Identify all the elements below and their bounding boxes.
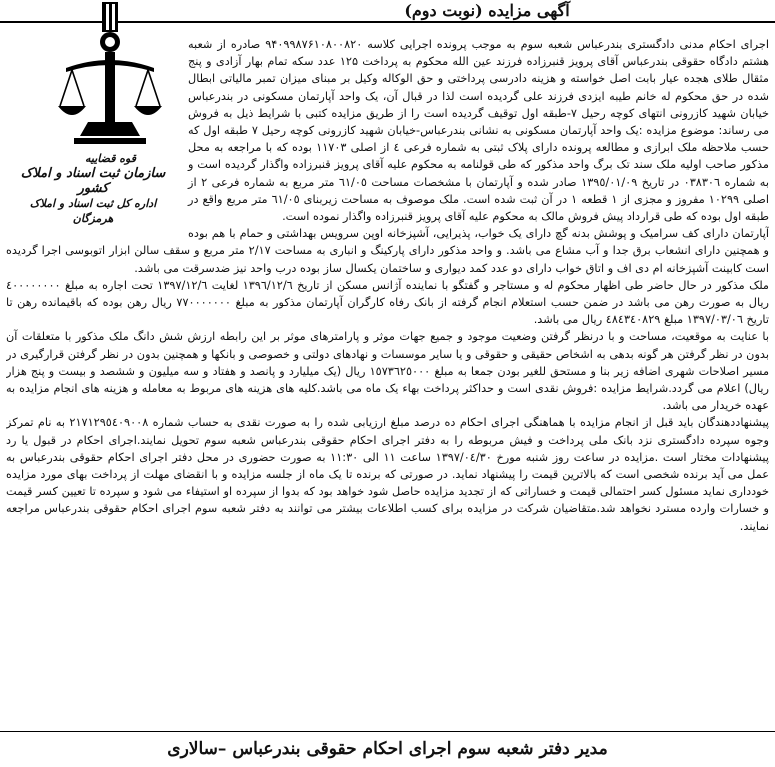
paragraph-lease-status: ملک مذکور در حال حاضر طی اظهار محکوم له و مستاجر و گفتگو با نماینده آژانس مسکن از تاریخ ۱۳۹٦/۱۲/٦ لغایت ۱۳۹۷/۱۲/٦ تحت اجاره به مبلغ ٤۰۰۰۰۰۰۰۰ ریال به صورت رهن می باشد در ضمن حسب استعلام انجام گرفته از بانک رفاه کارگران آپارتمان مذکور به مبلغ ۷۷۰۰۰۰۰۰۰ ریال رهن بوده که باقیمانده رهن تا تاریخ ۱۳۹۷/۰۳/۰٦ مبلغ ٤۸٤۳٤۰۸۲۹ ریال می باشد. — [6, 278, 769, 327]
notice-title: آگهی مزایده (نوبت دوم) — [404, 1, 570, 20]
paragraph-valuation-and-terms: با عنایت به موقعیت، مساحت و با درنظر گرفتن وضعیت موجود و جمیع جهات موثر و پارامترهای موثر بر این رابطه ارزش شش دانگ ملک مذکور با متعلقات آن بدون در نظر گرفتن هر گونه بدهی به اشخاص حقیقی و حقوقی و یا سایر موسسات و نهادهای دولتی و خصوصی و بانکها و همچنین بدون در نظر گرفتن قرارگیری در مسیر اصلاحات شهری اضافه زیر بنا و مستحق للغیر بودن جمعا به مبلغ ۱٥۷۳٦۲٥۰۰۰ ریال (یک میلیارد و پانصد و هفتاد و سه میلیون و ششصد و بیست و پنج هزار ریال) اعلام می گردد.شرایط مزایده :فروش نقدی است و حداکثر پرداخت بهاء یک ماه می باشد.کلیه های هزینه های مربوط به معامله و هزینه های انجام مزایده به عهده خریدار می باشد. — [6, 330, 769, 413]
org-registration-organization: سازمان ثبت اسناد و املاک کشور — [20, 166, 166, 196]
paragraph-bidding-procedure: پیشنهاددهندگان باید قبل از انجام مزایده با هماهنگی اجرای احکام ده درصد مبلغ ارزیابی شده را به صورت نقدی به حساب شماره ۲۱۷۱۲۹٥٤۰۹۰۰۸ به نام تمرکز وجوه سپرده دادگستری نزد بانک ملی پرداخت و فیش مربوطه را به دفتر اجرای احکام حقوقی بندرعباس شعبه سوم تحویل نمایند.اجرای احکام در قبول یا رد پیشنهادات مختار است .مزایده در ساعت روز شنبه مورخ ۱۳۹۷/۰٤/۳۰ ساعت ۱۱ الی ۱۱:۳۰ به صورت حضوری در محل دفتر اجرای احکام حقوقی بندرعباس به عمل می آید برنده شخصی است که بالاترین قیمت را پیشنهاد نماید. در صورتی که برنده تا یک ماه از جلسه مزایده و با انقضای مهلت از پرداخت بهای مورد مزایده خودداری نماید مسئول کسر احتمالی قیمت و خساراتی که از تجدید مزایده حاصل شود خواهد بود که بدوا از سپرده او استیفاء می شود و سپرده تا تعیین کسر قیمت و خسارات وارده مسترد نخواهد شد.متقاضیان شرکت در مزایده برای کسب اطلاعات بیشتر می توانند به دفتر شعبه سوم اجرای احکام حقوقی بندرعباس مراجعه نمایند. — [6, 416, 769, 533]
office-signature: مدیر دفتر شعبه سوم اجرای احکام حقوقی بندرعباس –سالاری — [167, 739, 608, 759]
paragraph-case-and-property: اجرای احکام مدنی دادگستری بندرعباس شعبه سوم به موجب پرونده اجرایی کلاسه ۹۴۰۹۹۸۷۶۱۰۸۰۰۸۲۰ صادره از شعبه هشتم دادگاه حقوقی بندرعباس آقای پرویز قنبرزاده فرزند عین الله محکوم به پرداخت ۱۲۵ عدد سکه تمام بهار آزادی و پنج مثقال طلای هجده عیار بابت اصل خواسته و هزینه دادرسی پرداختی و حق الوکاله وکیل بر مبنای میزان تمبر مالیاتی ابطال شده در حق محکوم له خانم طیبه ایزدی فرزند علی گردیده است لذا در قبال آن، یک واحد آپارتمان مسکونی در بندرعباس خیابان شهید کازرونی انتهای کوچه رحیل ۷-طبقه اول توقیف گردیده است را از طریق مزایده کتبی با شرایط ذیل به فروش می رساند: موضوع مزایده :یک واحد آپارتمان مسکونی به نشانی بندرعباس-خیابان شهید کازرونی کوچه رحیل ۷ طبقه اول که حسب ملاحظه ملک ابرازی و مطالعه پرونده دارای پلاک ثبتی به شماره فرعی ٤ از اصلی ۱۱۷۰۳ بوده که با مراجعه به محل مذکور صاحب اولیه ملک سند تک برگ واحد مذکور که طی قولنامه به محکوم علیه آقای پرویز قنبرزاده واگذار گردیده است و به شماره ۰۳۸۳۰٦ در تاریخ ۱۳۹٥/۰۱/۰۹ صادر شده و آپارتمان با مشخصات مساحت ٦۱/۰٥ متر مربع به شماره فرعی ۲ از اصلی ۱۰۲۹۹ مفروز و مجزی از ۱ قطعه ۱ در آن ثبت شده است. ملک موصوف به مساحت زیربنای ٦۱/۰٥ متر مربع واقع در طبقه اول بوده که طی قرارداد پیش فروش مالک به محکوم علیه آقای پرویز قنبرزاده واگذار نموده است. — [188, 38, 769, 224]
paragraph-apartment-description: آپارتمان دارای کف سرامیک و پوشش بدنه گچ دارای یک خواب، پذیرایی، آشپزخانه اوپن سرویس بهداشتی و حمام با هم بوده و همچنین دارای انشعاب برق جدا و آب مشاع می باشد. و واحد مذکور دارای پارکینگ و انباری به مساحت ۲/۱۷ متر مربع و سقف سالن ابزار اتوبوسی اجرا گردیده است کابینت آشپزخانه ام دی اف و اتاق خواب دارای دو عدد کمد دیواری و ساختمان یکسال ساز بوده درب واحد نیز ضدسرقت می باشد. — [6, 227, 769, 275]
org-hormozgan-office: اداره کل ثبت اسناد و املاک هرمزگان — [29, 197, 157, 225]
org-judiciary: قوه قضاییه — [85, 152, 136, 165]
notice-body — [6, 36, 769, 724]
footer-divider — [0, 731, 775, 732]
